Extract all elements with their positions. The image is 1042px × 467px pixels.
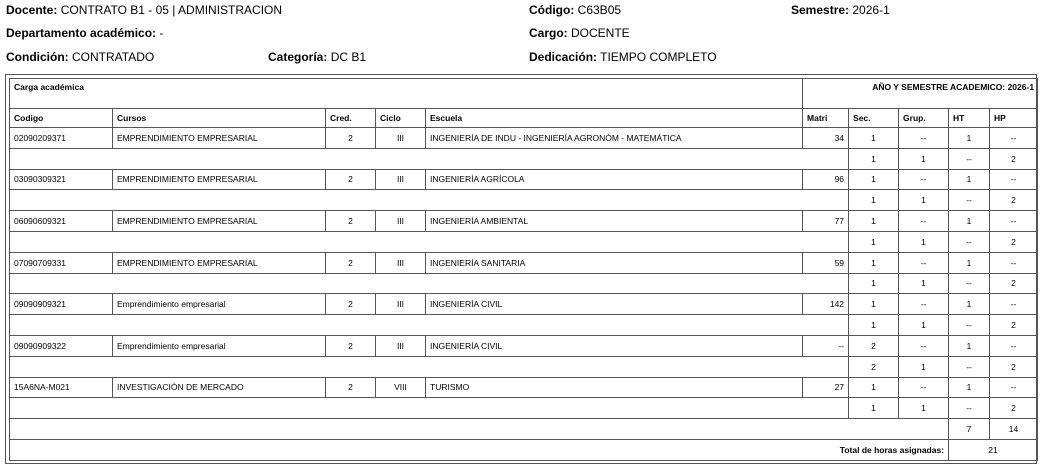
- ht-cell: --: [949, 398, 990, 419]
- sec-cell: 1: [849, 273, 899, 294]
- ht-cell: --: [949, 231, 990, 252]
- totals-row: [10, 419, 1038, 440]
- escuela-cell: TURISMO: [426, 377, 803, 398]
- sec-cell: 1: [849, 211, 899, 232]
- sec-cell: 1: [849, 231, 899, 252]
- codigo-cell: 07090709331: [10, 252, 113, 273]
- curso-cell: EMPRENDIMIENTO EMPRESARIAL: [113, 211, 326, 232]
- empty-cell: [10, 315, 849, 336]
- hp-cell: --: [990, 169, 1038, 190]
- column-header-row: [10, 109, 1038, 128]
- ciclo-cell: III: [376, 252, 426, 273]
- ht-cell: --: [949, 273, 990, 294]
- codigo-cell: 09090909321: [10, 294, 113, 315]
- academic-year-label: AÑO Y SEMESTRE ACADEMICO: 2026-1: [803, 79, 1038, 109]
- docente-value: CONTRATO B1 - 05 | ADMINISTRACION: [60, 3, 283, 17]
- sec-cell: 1: [849, 190, 899, 211]
- ht-cell: --: [949, 148, 990, 169]
- grup-cell: --: [899, 169, 949, 190]
- codigo-cell: 06090609321: [10, 211, 113, 232]
- matri-cell: 27: [803, 377, 849, 398]
- matri-cell: 96: [803, 169, 849, 190]
- course-practice-row: [10, 190, 1038, 211]
- semestre-line: [791, 3, 890, 17]
- ht-cell: --: [949, 190, 990, 211]
- sec-cell: 1: [849, 377, 899, 398]
- docente-label: Docente:: [6, 3, 58, 17]
- col-header-grup: Grup.: [899, 109, 949, 128]
- hp-cell: 2: [990, 231, 1038, 252]
- docente-line: [6, 3, 282, 17]
- grup-cell: 1: [899, 398, 949, 419]
- sec-cell: 1: [849, 148, 899, 169]
- cargo-line: [529, 26, 630, 40]
- ht-cell: 1: [949, 211, 990, 232]
- hp-cell: --: [990, 377, 1038, 398]
- course-practice-row: [10, 231, 1038, 252]
- curso-cell: EMPRENDIMIENTO EMPRESARIAL: [113, 128, 326, 149]
- total-hp-cell: 14: [990, 419, 1038, 440]
- condicion-line: [6, 50, 154, 64]
- course-row: [10, 335, 1038, 356]
- course-row: [10, 294, 1038, 315]
- course-row: [10, 211, 1038, 232]
- grup-cell: --: [899, 252, 949, 273]
- empty-cell: [10, 398, 849, 419]
- sec-cell: 1: [849, 315, 899, 336]
- ciclo-cell: III: [376, 294, 426, 315]
- empty-cell: [10, 273, 849, 294]
- hp-cell: 2: [990, 356, 1038, 377]
- grup-cell: --: [899, 294, 949, 315]
- escuela-cell: INGENIERÍA DE INDU - INGENIERÍA AGRONÓM - MATEMÁTICA: [426, 128, 803, 149]
- empty-cell: [10, 356, 849, 377]
- col-header-matri: Matri: [803, 109, 849, 128]
- sec-cell: 1: [849, 169, 899, 190]
- col-header-cursos: Cursos: [113, 109, 326, 128]
- course-row: [10, 128, 1038, 149]
- col-header-ht: HT: [949, 109, 990, 128]
- cred-cell: 2: [326, 252, 376, 273]
- escuela-cell: INGENIERÍA CIVIL: [426, 335, 803, 356]
- ht-cell: --: [949, 356, 990, 377]
- categoria-value: DC B1: [330, 50, 367, 64]
- col-header-cred: Cred.: [326, 109, 376, 128]
- caption-row: [10, 79, 1038, 109]
- codigo-label: Código:: [529, 3, 575, 17]
- ht-cell: 1: [949, 169, 990, 190]
- col-header-sec: Sec.: [849, 109, 899, 128]
- curso-cell: Emprendimiento empresarial: [113, 294, 326, 315]
- grup-cell: --: [899, 335, 949, 356]
- condicion-label: Condición:: [6, 50, 69, 64]
- matri-cell: 77: [803, 211, 849, 232]
- curso-cell: EMPRENDIMIENTO EMPRESARIAL: [113, 252, 326, 273]
- escuela-cell: INGENIERÍA AMBIENTAL: [426, 211, 803, 232]
- curso-cell: Emprendimiento empresarial: [113, 335, 326, 356]
- cred-cell: 2: [326, 169, 376, 190]
- codigo-cell: 15A6NA-M021: [10, 377, 113, 398]
- ht-cell: 1: [949, 377, 990, 398]
- empty-cell: [10, 148, 849, 169]
- col-header-hp: HP: [990, 109, 1038, 128]
- hp-cell: 2: [990, 398, 1038, 419]
- dedicacion-label: Dedicación:: [529, 50, 598, 64]
- col-header-ciclo: Ciclo: [376, 109, 426, 128]
- sec-cell: 1: [849, 128, 899, 149]
- escuela-cell: INGENIERÍA AGRÍCOLA: [426, 169, 803, 190]
- grup-cell: --: [899, 377, 949, 398]
- carga-academica-frame: [5, 74, 1037, 464]
- hp-cell: 2: [990, 190, 1038, 211]
- matri-cell: 34: [803, 128, 849, 149]
- hp-cell: --: [990, 211, 1038, 232]
- sec-cell: 2: [849, 356, 899, 377]
- ciclo-cell: III: [376, 211, 426, 232]
- codigo-value: C63B05: [577, 3, 622, 17]
- codigo-cell: 03090309321: [10, 169, 113, 190]
- grup-cell: 1: [899, 273, 949, 294]
- condicion-value: CONTRATADO: [72, 50, 155, 64]
- cred-cell: 2: [326, 377, 376, 398]
- hp-cell: 2: [990, 315, 1038, 336]
- course-row: [10, 169, 1038, 190]
- cred-cell: 2: [326, 335, 376, 356]
- sec-cell: 1: [849, 294, 899, 315]
- curso-cell: EMPRENDIMIENTO EMPRESARIAL: [113, 169, 326, 190]
- total-ht-cell: 7: [949, 419, 990, 440]
- escuela-cell: INGENIERÍA CIVIL: [426, 294, 803, 315]
- matri-cell: 142: [803, 294, 849, 315]
- ht-cell: 1: [949, 252, 990, 273]
- codigo-cell: 02090209371: [10, 128, 113, 149]
- grup-cell: 1: [899, 356, 949, 377]
- curso-cell: INVESTIGACIÓN DE MERCADO: [113, 377, 326, 398]
- semestre-label: Semestre:: [791, 3, 850, 17]
- ht-cell: 1: [949, 335, 990, 356]
- course-practice-row: [10, 315, 1038, 336]
- grup-cell: --: [899, 128, 949, 149]
- sec-cell: 1: [849, 252, 899, 273]
- ciclo-cell: VIII: [376, 377, 426, 398]
- cred-cell: 2: [326, 211, 376, 232]
- course-practice-row: [10, 356, 1038, 377]
- grup-cell: 1: [899, 148, 949, 169]
- semestre-value: 2026-1: [852, 3, 890, 17]
- ciclo-cell: III: [376, 169, 426, 190]
- course-practice-row: [10, 148, 1038, 169]
- total-hours-value: 21: [949, 439, 1038, 460]
- grup-cell: 1: [899, 190, 949, 211]
- hp-cell: --: [990, 335, 1038, 356]
- ht-cell: 1: [949, 128, 990, 149]
- codigo-cell: 09090909322: [10, 335, 113, 356]
- categoria-label: Categoría:: [268, 50, 328, 64]
- ht-cell: 1: [949, 294, 990, 315]
- dedicacion-line: [529, 50, 717, 64]
- hp-cell: --: [990, 294, 1038, 315]
- matri-cell: --: [803, 335, 849, 356]
- hp-cell: --: [990, 252, 1038, 273]
- cred-cell: 2: [326, 128, 376, 149]
- escuela-cell: INGENIERÍA SANITARIA: [426, 252, 803, 273]
- grup-cell: 1: [899, 231, 949, 252]
- ciclo-cell: III: [376, 128, 426, 149]
- ht-cell: --: [949, 315, 990, 336]
- cred-cell: 2: [326, 294, 376, 315]
- departamento-value: -: [159, 26, 164, 40]
- grup-cell: 1: [899, 315, 949, 336]
- departamento-line: [6, 26, 163, 40]
- cargo-label: Cargo:: [529, 26, 568, 40]
- col-header-codigo: Codigo: [10, 109, 113, 128]
- ciclo-cell: III: [376, 335, 426, 356]
- departamento-label: Departamento académico:: [6, 26, 157, 40]
- empty-cell: [10, 190, 849, 211]
- hp-cell: 2: [990, 273, 1038, 294]
- hp-cell: --: [990, 128, 1038, 149]
- dedicacion-value: TIEMPO COMPLETO: [600, 50, 717, 64]
- cargo-value: DOCENTE: [571, 26, 630, 40]
- grand-total-row: [10, 439, 1038, 460]
- hp-cell: 2: [990, 148, 1038, 169]
- sec-cell: 1: [849, 398, 899, 419]
- carga-academica-table: [9, 78, 1038, 461]
- empty-cell: [10, 231, 849, 252]
- table-caption: Carga académica: [10, 79, 803, 109]
- course-practice-row: [10, 273, 1038, 294]
- col-header-escuela: Escuela: [426, 109, 803, 128]
- total-hours-label: Total de horas asignadas:: [10, 439, 949, 460]
- categoria-line: [268, 50, 366, 64]
- course-row: [10, 377, 1038, 398]
- sec-cell: 2: [849, 335, 899, 356]
- codigo-line: [529, 3, 621, 17]
- course-practice-row: [10, 398, 1038, 419]
- grup-cell: --: [899, 211, 949, 232]
- course-row: [10, 252, 1038, 273]
- matri-cell: 59: [803, 252, 849, 273]
- empty-cell: [10, 419, 949, 440]
